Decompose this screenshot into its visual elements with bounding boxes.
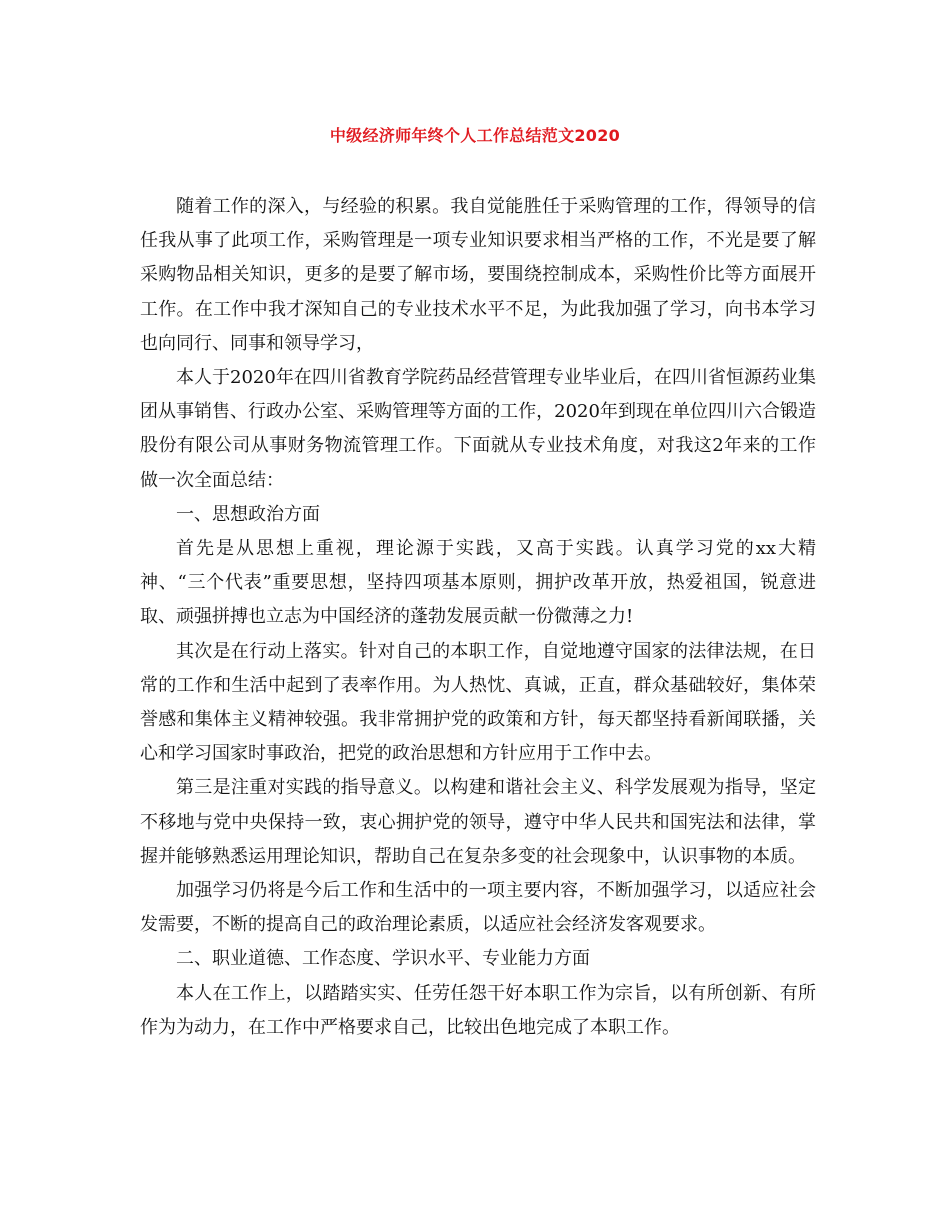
- paragraph-background: 本人于2020年在四川省教育学院药品经营管理专业毕业后，在四川省恒源药业集团从事销售、行政办公室、采购管理等方面的工作，2020年到现在单位四川六合锻造股份有限公司从事财务物流管理工作。下面就从专业技术角度，对我这2年来的工作做一次全面总结：: [140, 367, 816, 491]
- document-body: [140, 190, 816, 1045]
- paragraph-political-second: 其次是在行动上落实。针对自己的本职工作，自觉地遵守国家的法律法规，在日常的工作和生活中起到了表率作用。为人热忱、真诚，正直，群众基础较好，集体荣誉感和集体主义精神较强。我非常拥护党的政策和方针，每天都坚持看新闻联播，关心和学习国家时事政治，把党的政治思想和方针应用于工作中去。: [140, 640, 816, 765]
- paragraph-study: 加强学习仍将是今后工作和生活中的一项主要内容，不断加强学习，以适应社会发需要，不断的提高自己的政治理论素质，以适应社会经济发客观要求。: [140, 880, 816, 936]
- section-heading-political: 一、思想政治方面: [176, 503, 320, 525]
- section-heading-professional: 二、职业道德、工作态度、学识水平、专业能力方面: [176, 948, 590, 970]
- paragraph-political-third: 第三是注重对实践的指导意义。以构建和谐社会主义、科学发展观为指导，坚定不移地与党中央保持一致，衷心拥护党的领导，遵守中华人民共和国宪法和法律，掌握并能够熟悉运用理论知识，帮助自己在复杂多变的社会现象中，认识事物的本质。: [140, 777, 816, 867]
- paragraph-professional: 本人在工作上，以踏踏实实、任劳任怨干好本职工作为宗旨，以有所创新、有所作为为动力，在工作中严格要求自己，比较出色地完成了本职工作。: [140, 982, 816, 1038]
- document-title: 中级经济师年终个人工作总结范文2020: [329, 126, 621, 145]
- paragraph-intro: 随着工作的深入，与经验的积累。我自觉能胜任于采购管理的工作，得领导的信任我从事了此项工作，采购管理是一项专业知识要求相当严格的工作，不光是要了解采购物品相关知识，更多的是要了解市场，要围绕控制成本，采购性价比等方面展开工作。在工作中我才深知自己的专业技术水平不足，为此我加强了学习，向书本学习也向同行、同事和领导学习，: [140, 196, 816, 354]
- paragraph-political-first: 首先是从思想上重视，理论源于实践，又高于实践。认真学习党的xx大精神、“三个代表”重要思想，坚持四项基本原则，拥护改革开放，热爱祖国，锐意进取、顽强拼搏也立志为中国经济的蓬勃发展贡献一份微薄之力!: [140, 538, 816, 628]
